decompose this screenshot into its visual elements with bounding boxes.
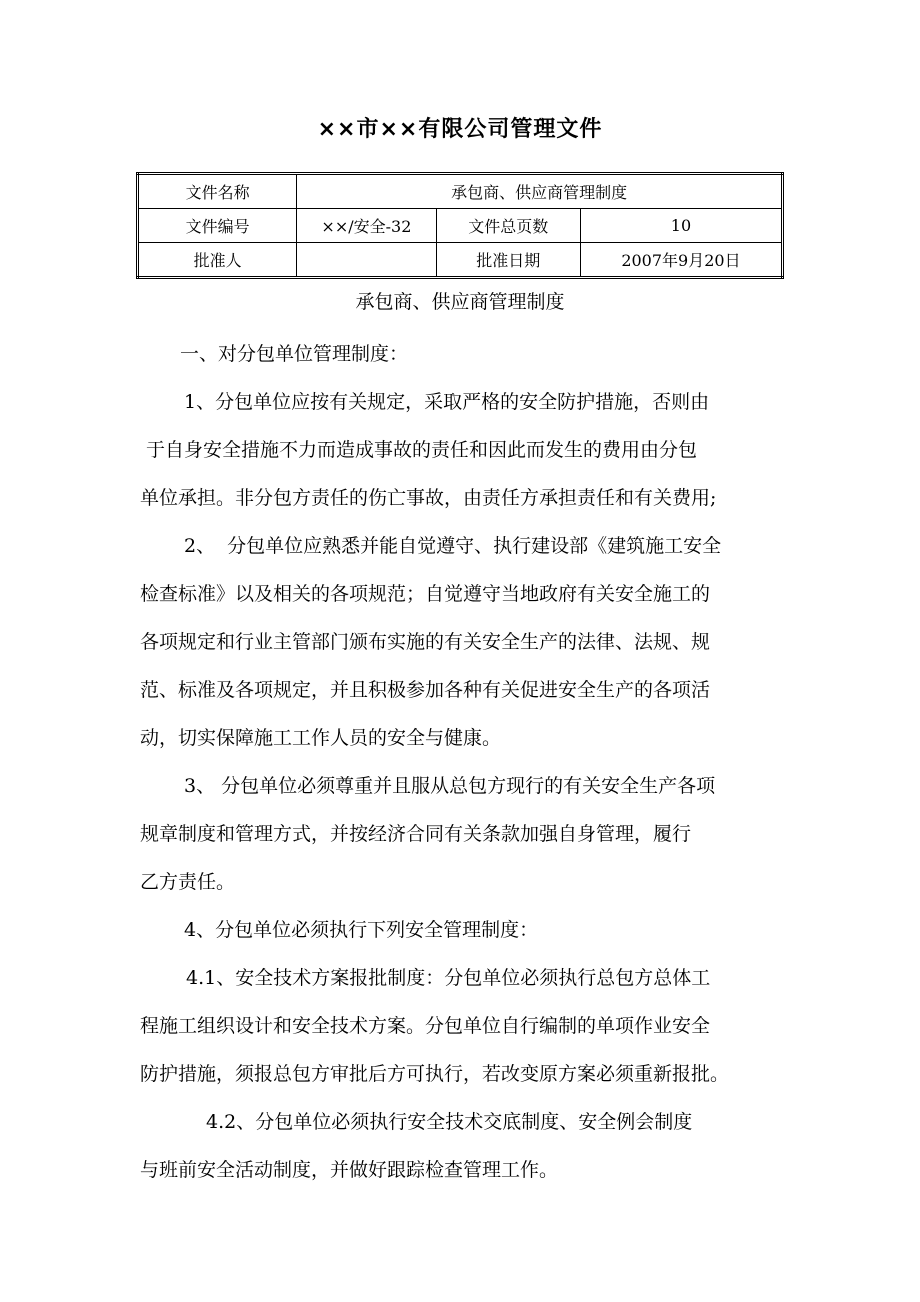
item2-line2: 检查标准》以及相关的各项规范；自觉遵守当地政府有关安全施工的 bbox=[140, 583, 711, 605]
document-subtitle: 承包商、供应商管理制度 bbox=[355, 291, 565, 313]
item4-2-line2: 与班前安全活动制度，并做好跟踪检查管理工作。 bbox=[140, 1159, 559, 1181]
page-count-label: 文件总页数 bbox=[436, 209, 580, 243]
item1-line2: 于自身安全措施不力而造成事故的责任和因此而发生的费用由分包 bbox=[146, 439, 698, 461]
file-info-table bbox=[136, 172, 784, 279]
document-title: ××市××有限公司管理文件 bbox=[317, 117, 603, 142]
page-count-value: 10 bbox=[580, 209, 782, 243]
approval-date-value: 2007年9月20日 bbox=[580, 243, 782, 278]
file-number-label: 文件编号 bbox=[138, 209, 297, 243]
item3-line3: 乙方责任。 bbox=[140, 871, 236, 893]
table-row bbox=[138, 209, 783, 243]
item1-line3: 单位承担。非分包方责任的伤亡事故，由责任方承担责任和有关费用; bbox=[140, 487, 717, 509]
item4-2-line1: 4.2、分包单位必须执行安全技术交底制度、安全例会制度 bbox=[206, 1111, 693, 1133]
item2-line5: 动，切实保障施工工作人员的安全与健康。 bbox=[140, 727, 502, 749]
item3-line1: 3、 分包单位必须尊重并且服从总包方现行的有关安全生产各项 bbox=[184, 775, 716, 797]
approver-label: 批准人 bbox=[138, 243, 297, 278]
item4-1-line3: 防护措施，须报总包方审批后方可执行，若改变原方案必须重新报批。 bbox=[140, 1063, 730, 1085]
item2-line1: 2、 分包单位应熟悉并能自觉遵守、执行建设部《建筑施工安全 bbox=[184, 535, 722, 557]
table-row bbox=[138, 243, 783, 278]
item4-1-line1: 4.1、安全技术方案报批制度：分包单位必须执行总包方总体工 bbox=[186, 967, 711, 989]
approval-date-label: 批准日期 bbox=[436, 243, 580, 278]
section-heading: 一、对分包单位管理制度： bbox=[180, 343, 409, 365]
table-row bbox=[138, 174, 783, 209]
item1-line1: 1、分包单位应按有关规定，采取严格的安全防护措施，否则由 bbox=[184, 391, 710, 413]
file-number-value: ××/安全-32 bbox=[297, 209, 436, 243]
approver-value bbox=[297, 243, 436, 278]
file-name-value: 承包商、供应商管理制度 bbox=[297, 174, 783, 209]
item2-line4: 范、标准及各项规定，并且积极参加各种有关促进安全生产的各项活 bbox=[140, 679, 711, 701]
item4-line1: 4、分包单位必须执行下列安全管理制度： bbox=[184, 919, 539, 941]
item3-line2: 规章制度和管理方式，并按经济合同有关条款加强自身管理，履行 bbox=[140, 823, 692, 845]
file-name-label: 文件名称 bbox=[138, 174, 297, 209]
item4-1-line2: 程施工组织设计和安全技术方案。分包单位自行编制的单项作业安全 bbox=[140, 1015, 711, 1037]
item2-line3: 各项规定和行业主管部门颁布实施的有关安全生产的法律、法规、规 bbox=[140, 631, 711, 653]
